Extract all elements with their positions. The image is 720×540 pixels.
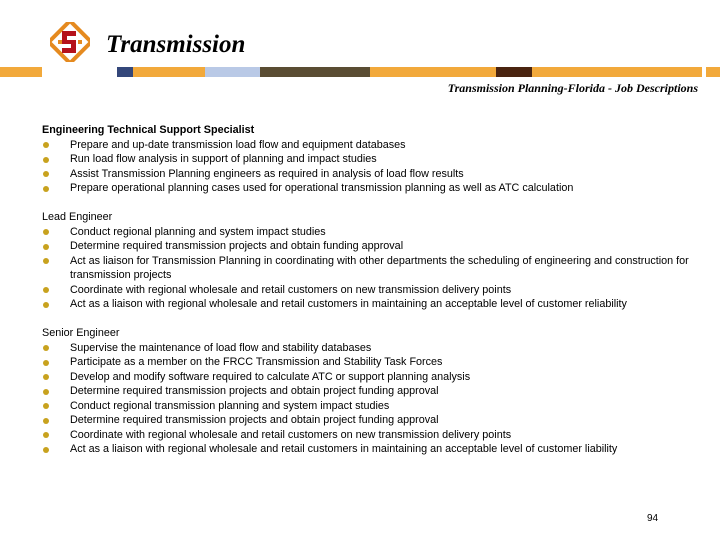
tsyl-logo-icon xyxy=(50,22,90,62)
bullet-icon xyxy=(43,345,49,351)
bullet-icon xyxy=(43,447,49,453)
page-number: 94 xyxy=(647,513,659,524)
section-title: Lead Engineer xyxy=(42,211,113,223)
list-item: Act as liaison for Transmission Planning in coordinating with other departments the scheduling of engineering and construction for transmission projects xyxy=(42,254,692,283)
bullet-icon xyxy=(43,360,49,366)
bullet-icon xyxy=(43,432,49,438)
list-item: Supervise the maintenance of load flow and stability databases xyxy=(42,341,692,356)
duty-list xyxy=(42,341,692,457)
bullet-icon xyxy=(43,229,49,235)
band-segment xyxy=(42,67,117,77)
bullet-icon xyxy=(43,302,49,308)
band-segment xyxy=(117,67,133,77)
color-band xyxy=(0,67,720,77)
bullet-icon xyxy=(43,244,49,250)
list-item: Determine required transmission projects and obtain project funding approval xyxy=(42,413,692,428)
bullet-icon xyxy=(43,389,49,395)
bullet-icon xyxy=(43,186,49,192)
list-item: Determine required transmission projects and obtain project funding approval xyxy=(42,384,692,399)
section-title: Senior Engineer xyxy=(42,327,120,339)
band-segment xyxy=(370,67,496,77)
section-lead-engineer xyxy=(42,210,692,312)
list-item: Conduct regional transmission planning and system impact studies xyxy=(42,399,692,414)
bullet-icon xyxy=(43,157,49,163)
list-item: Coordinate with regional wholesale and retail customers on new transmission delivery points xyxy=(42,428,692,443)
bullet-icon xyxy=(43,403,49,409)
list-item: Act as a liaison with regional wholesale and retail customers in maintaining an acceptable level of customer liability xyxy=(42,442,692,457)
band-segment xyxy=(706,67,720,77)
duty-list xyxy=(42,138,692,196)
band-segment xyxy=(133,67,205,77)
bullet-icon xyxy=(43,258,49,264)
list-item: Prepare and up-date transmission load flow and equipment databases xyxy=(42,138,692,153)
section-title: Engineering Technical Support Specialist xyxy=(42,124,255,136)
band-segment xyxy=(205,67,260,77)
section-senior-engineer xyxy=(42,326,692,457)
list-item: Develop and modify software required to calculate ATC or support planning analysis xyxy=(42,370,692,385)
band-segment xyxy=(532,67,702,77)
bullet-icon xyxy=(43,171,49,177)
bullet-icon xyxy=(43,418,49,424)
band-segment xyxy=(260,67,370,77)
slide-subtitle: Transmission Planning-Florida - Job Descriptions xyxy=(447,81,698,95)
bullet-icon xyxy=(43,287,49,293)
list-item: Conduct regional planning and system impact studies xyxy=(42,225,692,240)
list-item: Act as a liaison with regional wholesale and retail customers in maintaining an acceptable level of customer reliability xyxy=(42,297,692,312)
list-item: Coordinate with regional wholesale and retail customers on new transmission delivery points xyxy=(42,283,692,298)
bullet-icon xyxy=(43,374,49,380)
job-descriptions xyxy=(42,123,692,471)
list-item: Prepare operational planning cases used for operational transmission planning as well as ATC calculation xyxy=(42,181,692,196)
slide-title: Transmission xyxy=(106,31,246,58)
band-segment xyxy=(0,67,42,77)
band-segment xyxy=(496,67,532,77)
duty-list xyxy=(42,225,692,312)
bullet-icon xyxy=(43,142,49,148)
section-engineering-technical-support-specialist xyxy=(42,123,692,196)
list-item: Participate as a member on the FRCC Transmission and Stability Task Forces xyxy=(42,355,692,370)
list-item: Run load flow analysis in support of planning and impact studies xyxy=(42,152,692,167)
list-item: Assist Transmission Planning engineers as required in analysis of load flow results xyxy=(42,167,692,182)
list-item: Determine required transmission projects and obtain funding approval xyxy=(42,239,692,254)
